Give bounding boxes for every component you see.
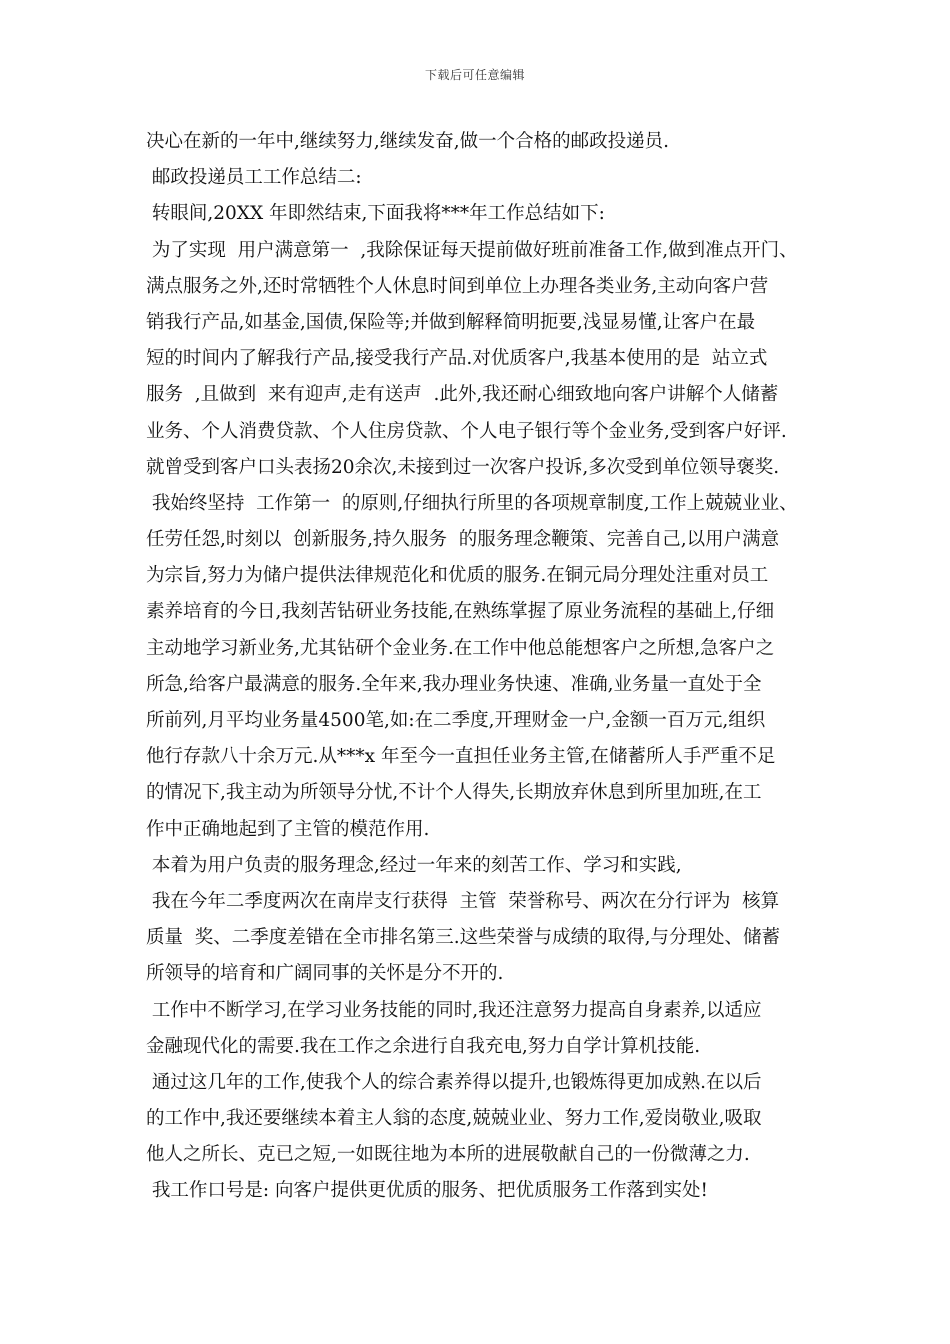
text-line: 他人之所长、克已之短,一如既往地为本所的进展敬献自己的一份微薄之力. [146,1144,750,1166]
text-line: 转眼间,20XX 年即然结束,下面我将***年工作总结如下: [146,203,605,225]
section-heading: 邮政投递员工工作总结二: [146,167,362,189]
document-body [146,124,810,1210]
text-line: 他行存款八十余万元.从***x 年至今一直担任业务主管,在储蓄所人手严重不足 [146,746,776,768]
text-line: 的情况下,我主动为所领导分忧,不计个人得失,长期放弃休息到所里加班,在工 [146,782,762,804]
text-line: 的工作中,我还要继续本着主人翁的态度,兢兢业业、努力工作,爱岗敬业,吸取 [146,1108,762,1130]
text-line: 任劳任怨,时刻以 创新服务,持久服务 的服务理念鞭策、完善自己,以用户满意 [146,529,780,551]
page-header: 下载后可任意编辑 [424,68,525,82]
text-line: 本着为用户负责的服务理念,经过一年来的刻苦工作、学习和实践, [146,854,682,876]
text-line: 就曾受到客户口头表扬20余次,未接到过一次客户投诉,多次受到单位领导褒奖. [146,456,780,478]
text-line: 作中正确地起到了主管的模范作用. [146,818,430,840]
text-line: 质量 奖、二季度差错在全市排名第三.这些荣誉与成绩的取得,与分理处、储蓄 [146,927,781,949]
text-line: 素养培育的今日,我刻苦钻研业务技能,在熟练掌握了原业务流程的基础上,仔细 [146,601,775,623]
text-line: 我在今年二季度两次在南岸支行获得 主管 荣誉称号、两次在分行评为 核算 [146,890,780,912]
text-line: 我始终坚持 工作第一 的原则,仔细执行所里的各项规章制度,工作上兢兢业业、 [146,492,798,514]
text-line: 销我行产品,如基金,国债,保险等;并做到解释简明扼要,浅显易懂,让客户在最 [146,311,756,333]
text-line: 金融现代化的需要.我在工作之余进行自我充电,努力自学计算机技能. [146,1035,701,1057]
text-line: 业务、个人消费贷款、个人住房贷款、个人电子银行等个金业务,受到客户好评. [146,420,787,442]
text-line: 所前列,月平均业务量4500笔,如:在二季度,开理财金一户,金额一百万元,组织 [146,710,766,731]
text-line: 我工作口号是: 向客户提供更优质的服务、把优质服务工作落到实处! [146,1180,708,1202]
text-line: 短的时间内了解我行产品,接受我行产品.对优质客户,我基本使用的是 站立式 [146,348,768,370]
text-line: 服务 ,且做到 来有迎声,走有送声 .此外,我还耐心细致地向客户讲解个人储蓄 [146,384,779,406]
text-line: 工作中不断学习,在学习业务技能的同时,我还注意努力提高自身素养,以适应 [146,999,762,1021]
text-line: 所领导的培育和广阔同事的关怀是分不开的. [146,963,504,985]
text-line: 决心在新的一年中,继续努力,继续发奋,做一个合格的邮政投递员. [146,131,670,152]
text-line: 为宗旨,努力为储户提供法律规范化和优质的服务.在铜元局分理处注重对员工 [146,565,769,587]
text-line: 为了实现 用户满意第一 ,我除保证每天提前做好班前准备工作,做到准点开门、 [146,239,798,261]
text-line: 满点服务之外,还时常牺牲个人休息时间到单位上办理各类业务,主动向客户营 [146,275,769,297]
text-line: 所急,给客户最满意的服务.全年来,我办理业务快速、准确,业务量一直处于全 [146,673,762,695]
text-line: 主动地学习新业务,尤其钻研个金业务.在工作中他总能想客户之所想,急客户之 [146,637,775,659]
text-line: 通过这几年的工作,使我个人的综合素养得以提升,也锻炼得更加成熟.在以后 [146,1071,762,1093]
